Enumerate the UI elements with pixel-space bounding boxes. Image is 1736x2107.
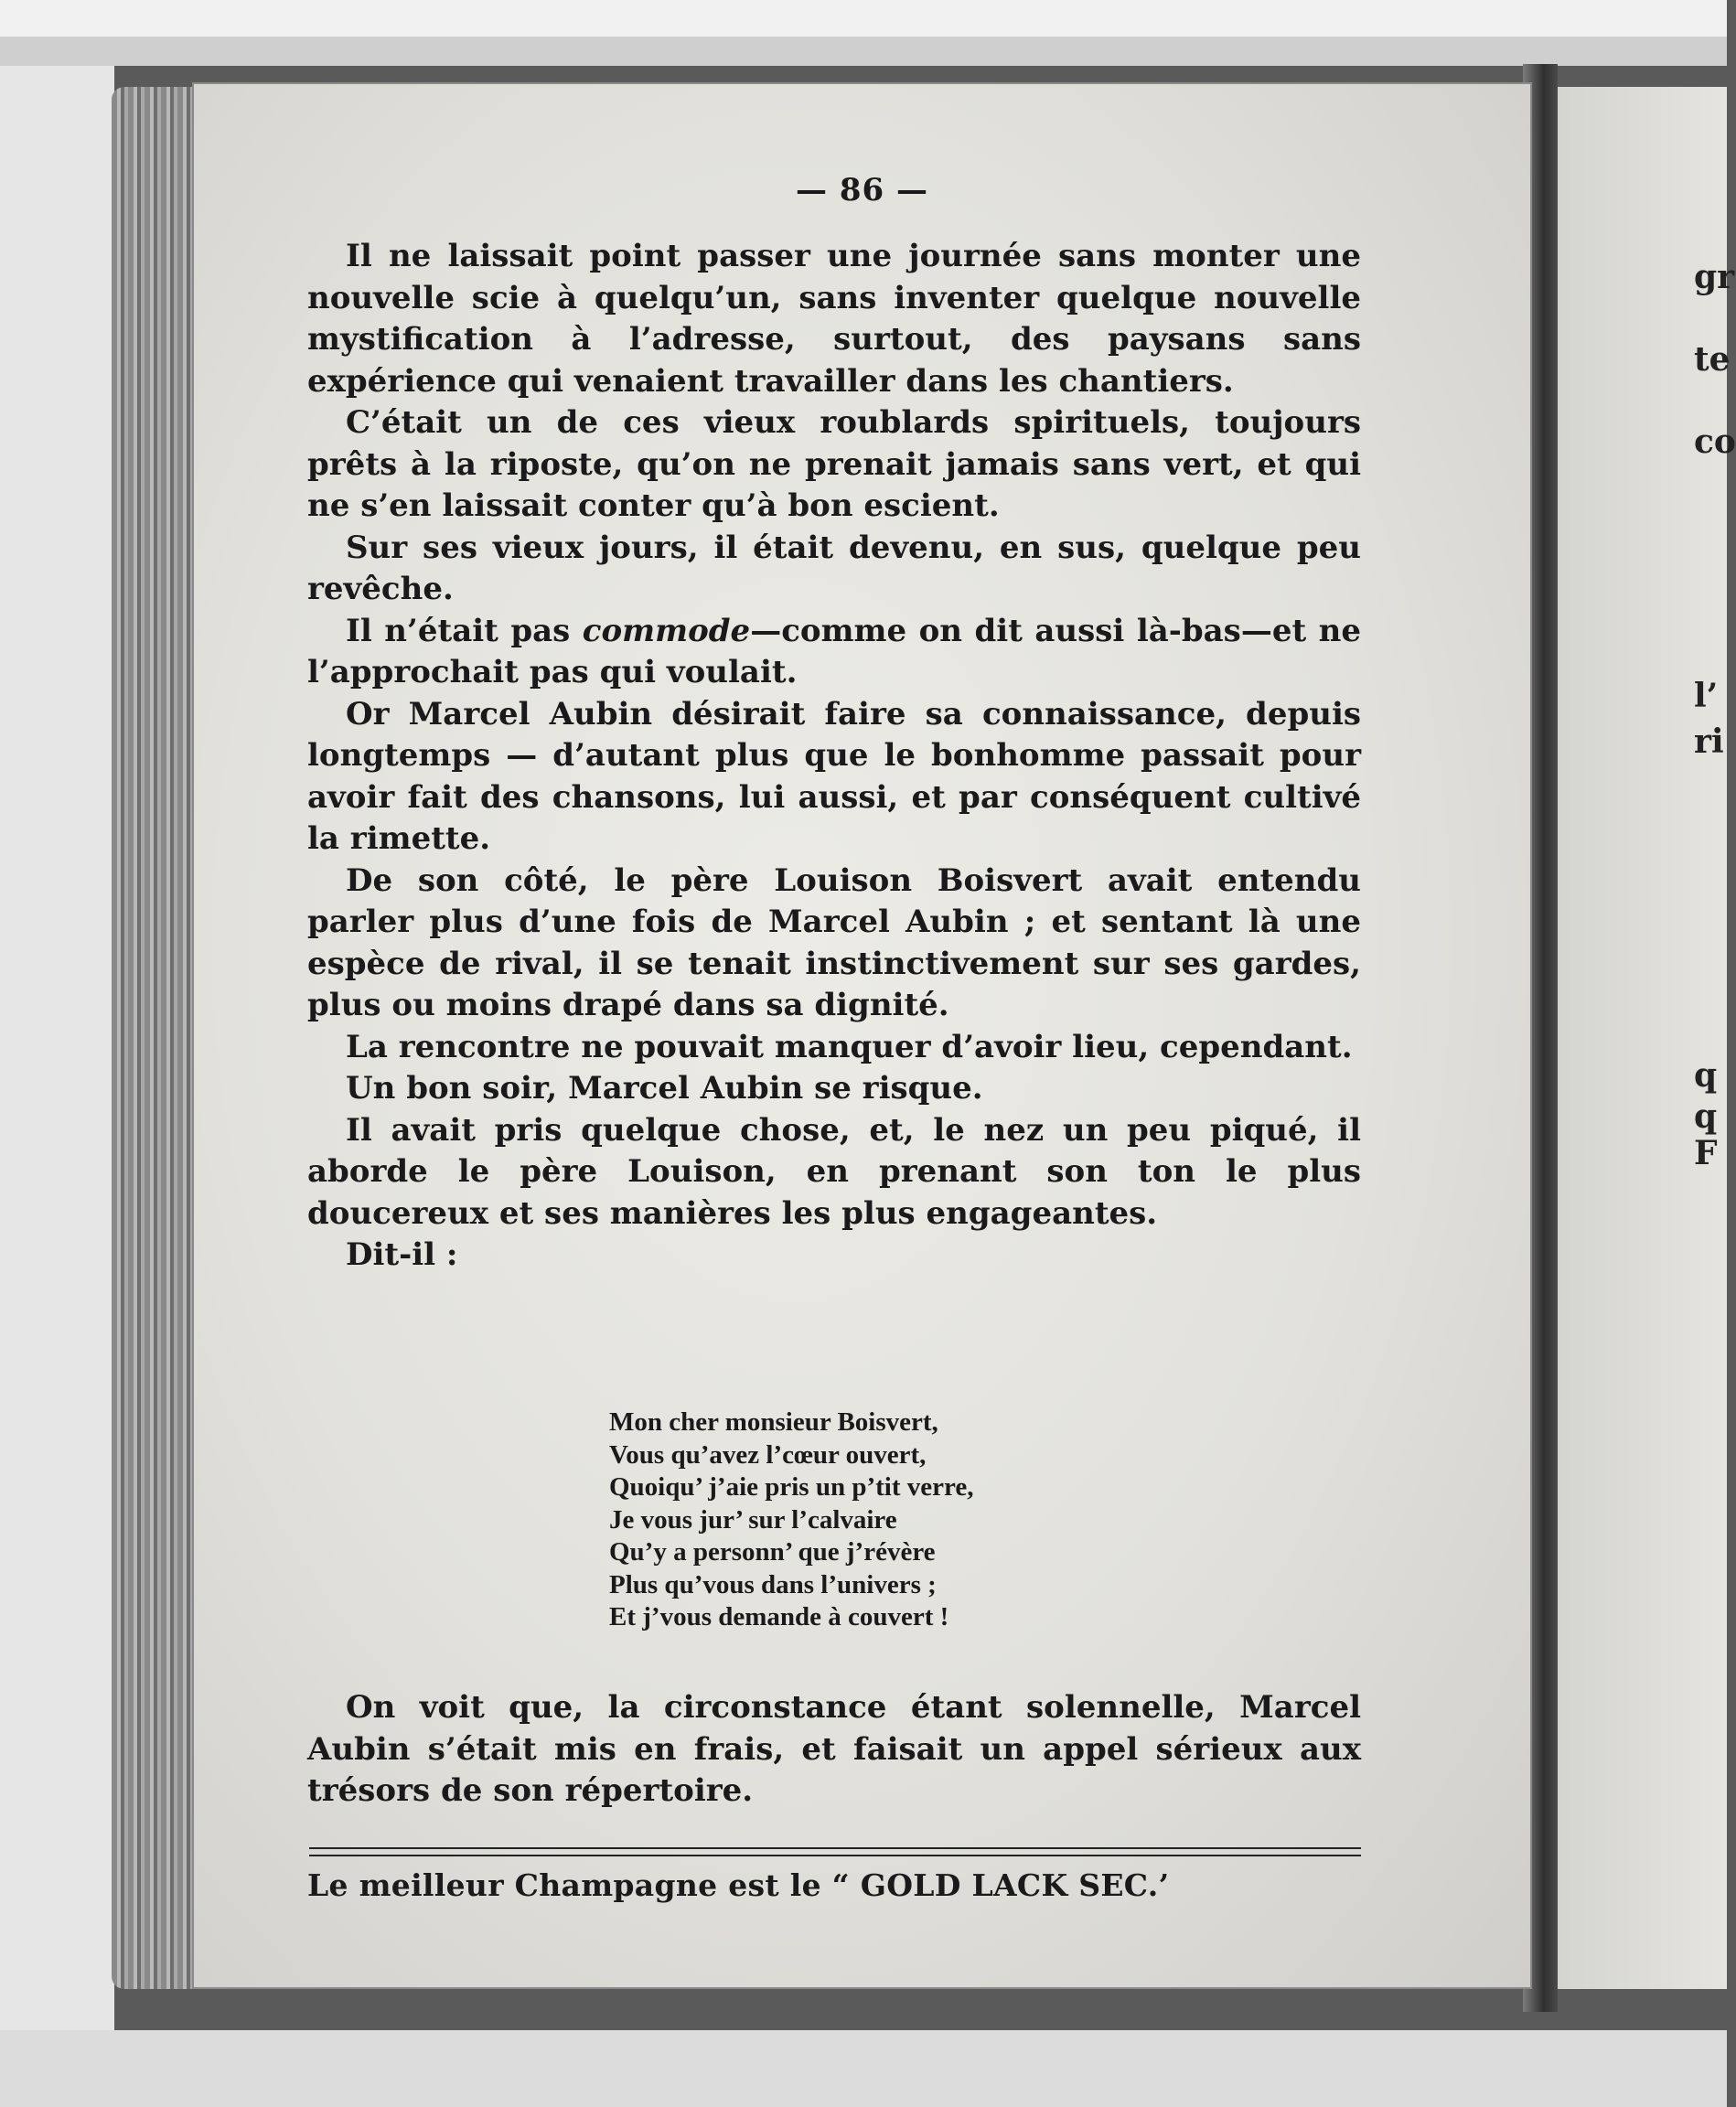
italic-word: commode	[582, 612, 751, 649]
paragraph: Or Marcel Aubin désirait faire sa connaissance, depuis longtemps — d’autant plus que le bonhomme passait pour avoir fait des chansons, lui aussi, et par conséquent cultivé la rimette.	[307, 695, 1361, 857]
closing-paragraph: On voit que, la circonstance étant solennelle, Marcel Aubin s’était mis en frais, et faisait un appel sérieux aux trésors de son répertoire.	[307, 1689, 1361, 1809]
verse-line: Qu’y a personn’ que j’révère	[609, 1537, 936, 1567]
facing-page-fragment: F	[1694, 1134, 1718, 1172]
verse-line: Et j’vous demande à couvert !	[609, 1602, 949, 1631]
text-run: —comme on dit aussi là-bas—et ne l’approchait pas qui voulait.	[307, 612, 1361, 690]
verse-line: Mon cher monsieur Boisvert,	[609, 1407, 938, 1437]
paragraph-commode	[307, 611, 1361, 694]
verse-line: Vous qu’avez l’cœur ouvert,	[609, 1439, 927, 1470]
facing-page-fragment: q	[1694, 1056, 1718, 1095]
verse-line: Je vous jur’ sur l’calvaire	[609, 1504, 897, 1535]
film-border-left	[0, 66, 114, 2107]
paragraph: Il ne laissait point passer une journée sans monter une nouvelle scie à quelqu’un, sans inventer quelque nouvelle mystification à l’adresse, surtout, des paysans sans expérience qui venaient travailler dans les chantiers.	[307, 238, 1361, 400]
paragraph: De son côté, le père Louison Boisvert avait entendu parler plus d’une fois de Marcel Aubin ; et sentant là une espèce de rival, il se tenait instinctivement sur ses gardes, plus ou moins drapé dans sa dignité.	[307, 861, 1361, 1023]
verse-block	[609, 1406, 973, 1634]
verse-line: Plus qu’vous dans l’univers ;	[609, 1569, 937, 1599]
paragraph: La rencontre ne pouvait manquer d’avoir lieu, cependant.	[346, 1028, 1353, 1065]
film-border-top	[0, 0, 1727, 66]
body-text	[307, 236, 1361, 1277]
double-rule-divider	[309, 1847, 1361, 1856]
facing-page-fragment: gr	[1694, 258, 1735, 296]
closing-text	[307, 1687, 1361, 1813]
facing-page-fragment: ri	[1694, 722, 1724, 761]
verse-line: Quoiqu’ j’aie pris un p’tit verre,	[609, 1472, 974, 1502]
film-border-bottom	[0, 2030, 1727, 2107]
facing-page-fragment: te	[1694, 340, 1731, 379]
paragraph: Il avait pris quelque chose, et, le nez un peu piqué, il aborde le père Louison, en prenant son ton le plus doucereux et ses manières les plus engageantes.	[307, 1111, 1361, 1232]
facing-page-fragment: l’	[1694, 677, 1719, 715]
facing-page-fragment: co	[1694, 422, 1736, 461]
facing-page-fragment: q	[1694, 1097, 1718, 1136]
advert-footer: Le meilleur Champagne est le “ GOLD LACK SEC.’	[307, 1867, 1170, 1903]
paragraph: Sur ses vieux jours, il était devenu, en sus, quelque peu revêche.	[307, 529, 1361, 607]
paragraph: Dit-il :	[346, 1236, 458, 1273]
page-number: — 86 —	[796, 172, 928, 209]
book-page	[192, 82, 1532, 1989]
text-run: Il n’était pas	[346, 612, 583, 649]
paragraph: C’était un de ces vieux roublards spirituels, toujours prêts à la riposte, qu’on ne prenait jamais sans vert, et qui ne s’en laissait conter qu’à bon escient.	[307, 404, 1361, 524]
paragraph: Un bon soir, Marcel Aubin se risque.	[346, 1070, 983, 1107]
